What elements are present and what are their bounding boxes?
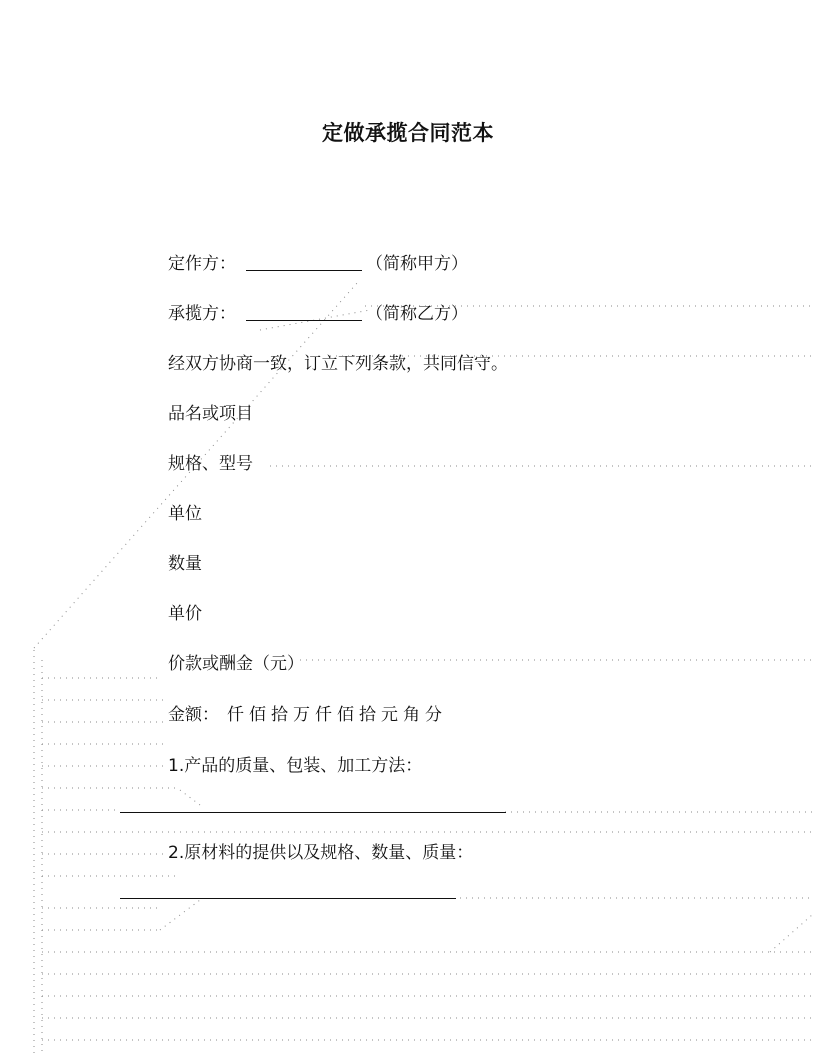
item-unit-label: 单位 [168,504,202,524]
agreement-statement: 经双方协商一致，订立下列条款，共同信守。 [168,354,508,374]
party-b-note: （简称乙方） [366,304,468,324]
party-a-line [168,254,468,274]
clause-materials-blank-line[interactable] [120,898,456,899]
item-spec-label: 规格、型号 [168,454,253,474]
item-quantity-label: 数量 [168,554,202,574]
amount-label: 金额： [168,705,219,725]
clause-quality: 1.产品的质量、包装、加工方法： [168,756,423,776]
party-a-label: 定作方： [168,254,236,274]
item-payment-label: 价款或酬金（元） [168,654,304,674]
amount-units: 仟佰拾万仟佰拾元角分 [227,705,447,725]
party-b-line [168,304,468,324]
amount-line [168,705,447,725]
party-b-label: 承揽方： [168,304,236,324]
clause-materials: 2.原材料的提供以及规格、数量、质量： [168,843,474,863]
item-name-label: 品名或项目 [168,404,253,424]
party-a-note: （简称甲方） [366,254,468,274]
clause-quality-blank-line[interactable] [120,812,506,813]
party-a-blank[interactable] [246,254,362,271]
party-b-blank[interactable] [246,304,362,321]
item-unit-price-label: 单价 [168,604,202,624]
contract-title: 定做承揽合同范本 [322,121,494,145]
